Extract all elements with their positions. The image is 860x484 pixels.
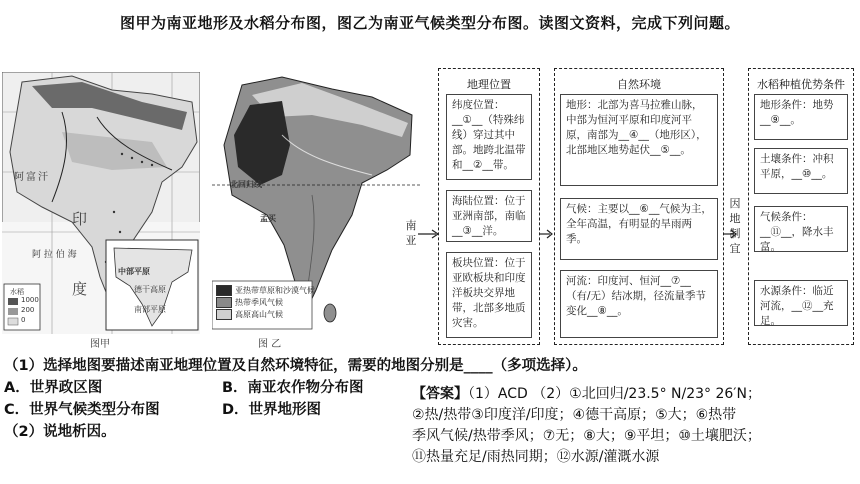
box-sea-land: 海陆位置：位于亚洲南部，南临__③__洋。 [446, 190, 532, 242]
map-a-label-afghan-3: 汗 [38, 172, 48, 183]
flow-left-label [404, 218, 418, 248]
box-climate-cond: 气候条件：__⑪__，降水丰富。 [754, 206, 848, 252]
map-a-label-india-1: 印 [72, 210, 88, 228]
box-climate: 气候：主要以__⑥__气候为主，全年高温，有明显的旱雨两季。 [560, 198, 718, 260]
map-b-caption: 图 乙 [258, 339, 282, 350]
option-d: D．世界地形图 [222, 402, 322, 418]
answer-line-4: ⑪热量充足/雨热同期；⑫水源/灌溉水源 [412, 449, 660, 465]
col-environment-title: 自然环境 [617, 78, 661, 91]
map-a-label-central-plain: 中部平原 [118, 267, 150, 276]
map-terrain-rice [2, 72, 200, 334]
option-b: B．南亚农作物分布图 [222, 380, 364, 396]
question-2: （2）说地析因。 [4, 424, 116, 440]
box-terrain: 地形：北部为喜马拉雅山脉，中部为恒河平原和印度河平原，南部为__④__（地形区），北部地区地势起伏__⑤__。 [560, 94, 718, 186]
flow-middle-char: 制 [729, 227, 741, 240]
col-location-title: 地理位置 [467, 78, 511, 91]
map-a-label-india-2: 度 [72, 280, 88, 298]
arrow-icon [418, 228, 440, 240]
map-b-legend-row [216, 309, 315, 321]
box-river: 河流：印度河、恒河__⑦__（有/无）结冰期，径流量季节变化__⑧__。 [560, 270, 718, 338]
legend-swatch [216, 297, 232, 308]
answer-label: 【答案】 [412, 386, 468, 402]
box-soil-cond: 土壤条件：冲积平原，__⑩__。 [754, 148, 848, 194]
map-a-label-afghan-2: 富 [26, 172, 36, 183]
map-b-legend [216, 285, 315, 321]
map-a-label-deccan: 德干高原 [134, 285, 166, 294]
legend-swatch [216, 309, 232, 320]
answer-line-3: 季风气候/热带季风；⑦无；⑧大；⑨平坦；⑩土壤肥沃； [412, 428, 761, 444]
terrain-map-graphic [2, 72, 200, 334]
map-b-label-tropic: 北回归线 [230, 180, 262, 189]
box-plate: 板块位置：位于亚欧板块和印度洋板块交界地带，北部多地质灾害。 [446, 252, 532, 338]
legend-label: 热带季风气候 [235, 298, 283, 307]
map-b-legend-row [216, 285, 315, 297]
flow-left-char: 亚 [405, 234, 417, 247]
box-water-cond: 水源条件：临近河流，__⑫__充足。 [754, 280, 848, 326]
map-a-caption: 图甲 [90, 339, 110, 350]
legend-label: 高原高山气候 [235, 310, 283, 319]
col-rice-title: 水稻种植优势条件 [757, 78, 845, 91]
flow-middle-char: 因 [729, 197, 741, 210]
box-latitude: 纬度位置：__①__（特殊纬线）穿过其中部。地跨北温带和__②__带。 [446, 94, 532, 180]
flow-middle-label [728, 196, 742, 256]
box-terrain-cond: 地形条件：地势__⑨__。 [754, 94, 848, 140]
legend-label: 亚热带草原和沙漠气候 [235, 286, 315, 295]
map-a-label-afghan-1: 阿 [14, 172, 24, 183]
arrow-icon [540, 228, 554, 240]
legend-swatch [216, 285, 232, 296]
answer-line-2: ②热/热带③印度洋/印度；④德干高原；⑤大；⑥热带 [412, 407, 737, 423]
map-a-legend-v3: 0 [21, 316, 26, 324]
answer-block [412, 384, 858, 468]
map-a-legend-title: 水稻 [10, 288, 24, 296]
answer-text: （1）ACD （2）①北回归/23.5° N/23° 26′N； [468, 386, 761, 402]
map-climate [212, 75, 422, 333]
map-a-legend-v1: 1000 [21, 296, 39, 304]
option-a: A．世界政区图 [4, 380, 103, 396]
map-b-label-mumbai: 孟买 [260, 214, 276, 223]
question-1: （1）选择地图要描述南亚地理位置及自然环境特征，需要的地图分别是____（多项选择）。 [4, 358, 587, 374]
map-a-label-south-plain: 南部平原 [134, 305, 166, 314]
flow-left-char: 南 [405, 219, 417, 232]
map-b-legend-row [216, 297, 315, 309]
answer-line-1 [412, 384, 858, 405]
option-c: C．世界气候类型分布图 [4, 402, 160, 418]
flow-middle-char: 宜 [729, 242, 741, 255]
map-a-legend-v2: 200 [21, 306, 35, 314]
page-title: 图甲为南亚地形及水稻分布图，图乙为南亚气候类型分布图。读图文资料，完成下列问题。 [119, 14, 740, 32]
map-a-label-arabian-sea: 阿 拉 伯 海 [32, 250, 77, 260]
flow-middle-char: 地 [729, 212, 741, 225]
